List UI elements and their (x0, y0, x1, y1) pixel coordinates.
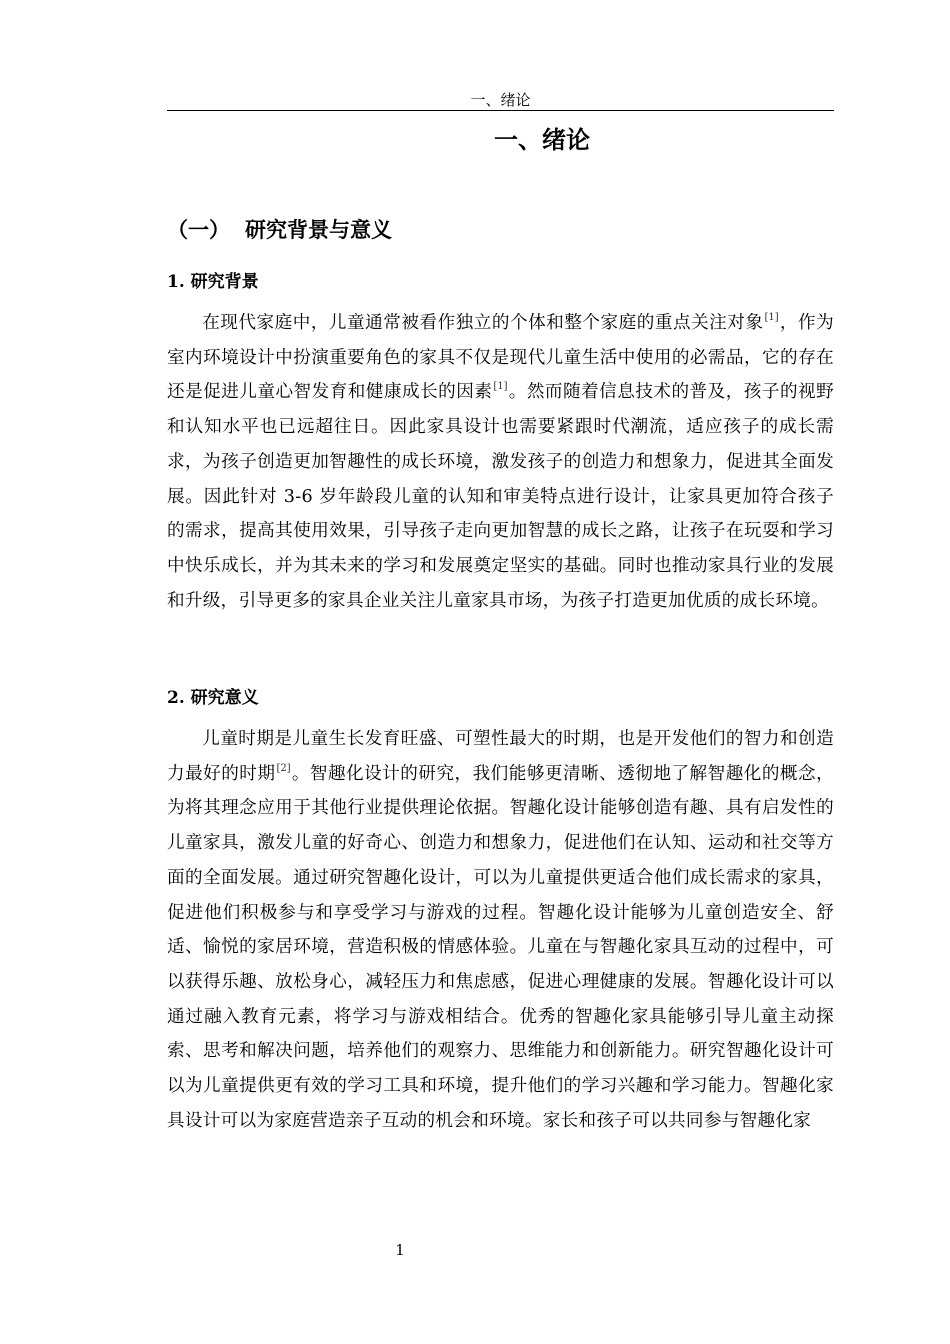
page-number: 1 (395, 1241, 405, 1259)
section-title (167, 212, 834, 248)
section-title-text: 研究背景与意义 (245, 218, 392, 242)
paragraph-text: 。然而随着信息技术的普及，孩子的视野和认知水平也已远超往日。因此家具设计也需要紧跟时代潮流，适应孩子的成长需求，为孩子创造更加智趣性的成长环境，激发孩子的创造力和想象力，促进其全面发展。因此针对 3-6 岁年龄段儿童的认知和审美特点进行设计，让家具更加符合孩子的需求，提高其使用效果，引导孩子走向更加智慧的成长之路，让孩子在玩耍和学习中快乐成长，并为其未来的学习和发展奠定坚实的基础。同时也推动家具行业的发展和升级，引导更多的家具企业关注儿童家具市场，为孩子打造更加优质的成长环境。 (167, 382, 835, 611)
section-number: （一） (167, 218, 230, 242)
paragraph-background (167, 306, 834, 618)
paragraph-text: ，作为室内环境设计中扮演重要角色的家具不仅是现代儿童生活中使用的必需品，它的存在还是促进儿童心智发育和健康成长的因素 (167, 313, 834, 403)
paragraph-significance (167, 722, 834, 1138)
chapter-title: 一、绪论 (494, 126, 590, 154)
subsection-heading-background: 1. 研究背景 (167, 272, 259, 292)
citation-marker: [1] (493, 381, 508, 393)
subsection-heading-significance: 2. 研究意义 (167, 688, 259, 708)
paragraph-text: 。智趣化设计的研究，我们能够更清晰、透彻地了解智趣化的概念，为将其理念应用于其他行业提供理论依据。智趣化设计能够创造有趣、具有启发性的儿童家具，激发儿童的好奇心、创造力和想象力，促进他们在认知、运动和社交等方面的全面发展。通过研究智趣化设计，可以为儿童提供更适合他们成长需求的家具，促进他们积极参与和享受学习与游戏的过程。智趣化设计能够为儿童创造安全、舒适、愉悦的家居环境，营造积极的情感体验。儿童在与智趣化家具互动的过程中，可以获得乐趣、放松身心，减轻压力和焦虑感，促进心理健康的发展。智趣化设计可以通过融入教育元素，将学习与游戏相结合。优秀的智趣化家具能够引导儿童主动探索、思考和解决问题，培养他们的观察力、思维能力和创新能力。研究智趣化设计可以为儿童提供更有效的学习工具和环境，提升他们的学习兴趣和学习能力。智趣化家具设计可以为家庭营造亲子互动的机会和环境。家长和孩子可以共同参与智趣化家 (167, 763, 834, 1131)
citation-marker: [1] (764, 312, 779, 323)
paragraph-text: 儿童时期是儿童生长发育旺盛、可塑性最大的时期，也是开发他们的智力和创造力最好的时期 (167, 729, 834, 784)
citation-marker: [2] (276, 762, 291, 774)
paragraph-text: 在现代家庭中，儿童通常被看作独立的个体和整个家庭的重点关注对象 (202, 313, 764, 333)
running-header: 一、绪论 (167, 90, 834, 111)
